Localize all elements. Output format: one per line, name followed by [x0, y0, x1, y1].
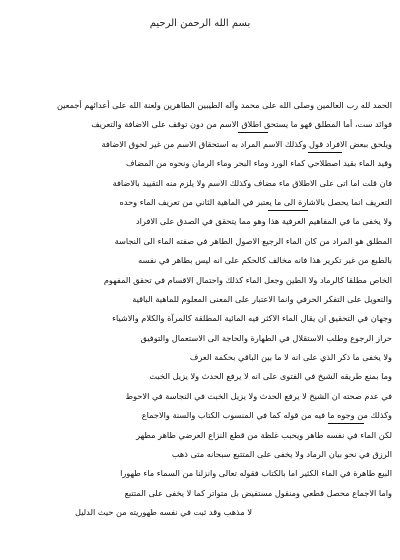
text-line	[8, 350, 392, 369]
text-line-content: واما الاجماع محصل قطعي ومنقول مستفيض بل متواتر كما لا يخفى على المتتبع	[124, 487, 392, 498]
text-line-content: وجهان في التحقيق ان يقال الماء الاكثر فيه المائية المطلقة كالمرآة والكلام والاشياء	[112, 313, 392, 324]
text-line	[8, 176, 392, 195]
text-line	[8, 505, 392, 524]
text-line-content: التعريف انما يحصل بالاشارة الى ما يعتبر في الماهية الثاني من تعريف الماء وحده	[119, 196, 392, 207]
text-line	[8, 273, 392, 292]
text-line	[8, 408, 392, 427]
text-line-content: الخاص مطلقا كالرماد ولا الطين وجعل الماء كذلك واحتمال الاقسام في تحقق المفهوم	[103, 274, 392, 285]
text-line-content: الرزق في نحو بيان الرماد ولا يخفى على المتتبع سبحانه متى ذهب	[171, 449, 392, 460]
text-line-content: ويلحق ببعض الافراد قول وكذلك الاسم المراد به استحقاق الاسم من غير لحوق الاضافة	[101, 138, 392, 149]
text-line-content: الحمد لله رب العالمين وصلى الله على محمد وآله الطيبين الطاهرين ولعنة الله على أعدائهم أجمعين	[56, 100, 392, 110]
text-line	[8, 253, 392, 272]
text-line-content: وما بمنع طريقه الشيخ في الفتوى على انه لا يرفع الحدث ولا يزيل الخبث	[149, 371, 392, 382]
text-line	[8, 369, 392, 388]
manuscript-text-block	[8, 98, 392, 525]
text-line-content: لا مذهب وقد ثبت في نفسه طهوريته من حيث الدليل	[75, 507, 252, 518]
text-line	[8, 117, 392, 136]
text-line	[8, 486, 392, 505]
scribal-underline	[238, 132, 268, 133]
text-line-content: حراز الرجوع وطلب الاستقلال في الطهارة والحاجة الى الاستعمال والتوفيق	[140, 332, 392, 343]
text-line-content: المطلق هو المراد من كان الماء الرجيع الاصول الطاهر في صفته الماء الى النجاسة	[114, 235, 392, 246]
text-line-content: بالطبع من غير تكرير هذا فانه مخالف كالحكم على انه ليس بطاهر في نفسه	[138, 255, 392, 266]
text-line-content: ولا يخفى ما في المفاهيم العرفية هذا وهو مما يتحقق في الصدق على الافراد	[136, 216, 392, 227]
text-line-content: ولا يخفى ما ذكر الذي على انه لا ما بين الباقي بحكمة العرف	[189, 352, 392, 363]
text-line-content: والتعويل على التفكر الحرفي وانما الاعتبار على المعنى المعلوم للماهية الباقية	[132, 293, 392, 304]
text-line	[8, 311, 392, 330]
text-line-content: البيع طاهرة في الماء الكثير اما بالكتاب فقوله تعالى وانزلنا من السماء ماء طهورا	[120, 468, 392, 479]
text-line	[8, 137, 392, 156]
scribal-underline	[308, 152, 342, 153]
text-line	[8, 331, 392, 350]
text-line-content: في عدم صحته ان الشيخ لا يرفع الحدث ولا يزيل الخبث في النجاسة في الاحوط	[125, 390, 392, 401]
scribal-underline	[268, 210, 308, 211]
text-line-content: لكن الماء في نفسه طاهر ويحبب غلظة من قطع النزاع العرضي طاهر مطهر	[136, 429, 392, 440]
text-line-content: فوائد ست، أما المطلق فهو ما يستحق اطلاق الاسم من دون توقف على الاضافة والتعريف	[91, 119, 392, 130]
basmala-heading: بسم الله الرحمن الرحيم	[149, 18, 251, 29]
text-line	[8, 292, 392, 311]
text-line	[8, 447, 392, 466]
text-line	[8, 195, 392, 214]
text-line	[8, 389, 392, 408]
text-line-content: فان قلت اما اتى على الاطلاق ماء مضاف وكذلك الاسم ولا يلزم منه التقييد بالاضافة	[112, 177, 392, 188]
text-line-content: وكذلك من وجوه ما فيه من قوله كما في المنسوب الكتاب والسنة والاجماع	[141, 410, 392, 421]
text-line	[8, 98, 392, 117]
scribal-underline	[328, 423, 364, 424]
text-line	[8, 428, 392, 447]
text-line	[8, 234, 392, 253]
text-line	[8, 214, 392, 233]
text-line	[8, 466, 392, 485]
text-line	[8, 156, 392, 175]
text-line-content: وقيد الماء بقيد اصطلاحي كماء الورد وماء البحر وماء الرمان ونحوه من المضاف	[125, 158, 392, 169]
